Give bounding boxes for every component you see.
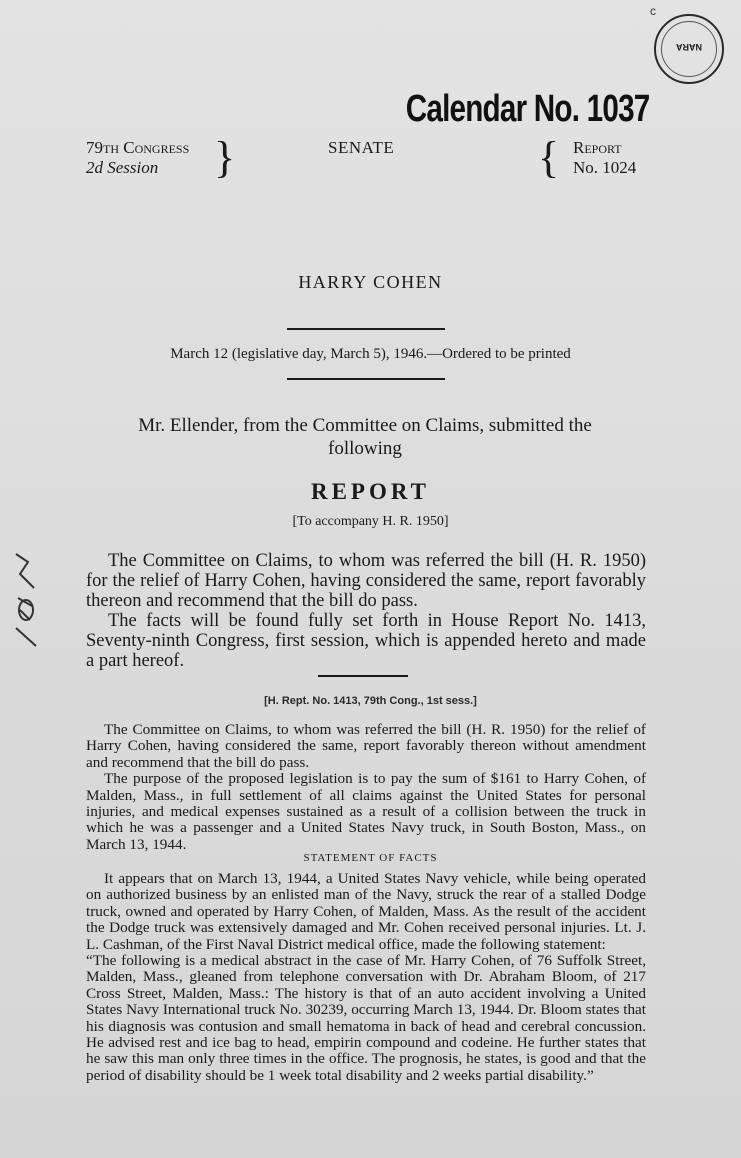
document-title: HARRY COHEN [298, 272, 443, 292]
left-brace: } [214, 133, 236, 182]
library-stamp [654, 14, 724, 84]
intro-text [86, 551, 646, 671]
accompany-note: [To accompany H. R. 1950] [292, 514, 449, 529]
house-report-text [86, 722, 646, 853]
report-number-block [573, 138, 636, 178]
report-number: No. 1024 [573, 158, 637, 177]
report-heading: REPORT [310, 479, 431, 504]
house-report-reference: [H. Rept. No. 1413, 79th Cong., 1st sess.] [264, 695, 477, 707]
rule-2 [287, 378, 445, 380]
submitted-by: Mr. Ellender, from the Committee on Claims, submitted the following [138, 415, 592, 459]
congress-block [86, 138, 189, 178]
handwritten-margin-note [6, 548, 46, 648]
house-paragraph: The purpose of the proposed legislation is to pay the sum of $161 to Harry Cohen, of Malden, Mass., in full settlement of all claims against the United States for personal injuries, and medical expenses sustained as a result of a collision between the truck in which he was a passenger and a United States Navy truck, in South Boston, Mass., on March 13, 1944. [86, 770, 646, 853]
report-label: Report [573, 138, 622, 157]
facts-paragraph: “The following is a medical abstract in the case of Mr. Harry Cohen, of 76 Suffolk Street, Malden, Mass., gleaned from telephone conversation with Dr. Abraham Bloom, of 217 Cross Street, Malden, Mass.: The history is that of an auto accident involving a United States Navy International truck No. 30239, occurring March 13, 1944. Dr. Bloom states that his diagnosis was contusion and small hematoma in back of head and cerebral concussion. He advised rest and ice bag to head, empirin compound and codeine. He further states that he saw this man only three times in the office. The prognosis, he states, is good and that the period of disability should be 1 week total disability and 2 weeks partial disability.” [86, 952, 646, 1084]
calendar-number: Calendar No. 1037 [405, 88, 649, 130]
rule-1 [287, 328, 445, 330]
rule-3 [318, 675, 408, 677]
facts-text [86, 871, 646, 1084]
house-paragraph: The Committee on Claims, to whom was referred the bill (H. R. 1950) for the relief of Harry Cohen, having considered the same, report favorably thereon without amendment and recommend that the bill do pass. [86, 721, 646, 771]
chamber-label: SENATE [328, 138, 395, 157]
session-label: 2d Session [86, 158, 159, 177]
intro-paragraph: The facts will be found fully set forth in House Report No. 1413, Seventy-ninth Congress, first session, which is appended hereto and made a part hereof. [86, 611, 646, 671]
intro-paragraph: The Committee on Claims, to whom was referred the bill (H. R. 1950) for the relief of Harry Cohen, having considered the same, report favorably thereon and recommend that the bill do pass. [86, 551, 646, 611]
congress-label: 79th Congress [86, 138, 190, 157]
date-line: March 12 (legislative day, March 5), 1946.—Ordered to be printed [170, 346, 571, 362]
corner-handwritten-mark: c [650, 4, 656, 18]
facts-heading: STATEMENT OF FACTS [303, 852, 438, 864]
right-brace: { [538, 133, 560, 182]
facts-paragraph: It appears that on March 13, 1944, a United States Navy vehicle, while being operated on authorized business by an enlisted man of the Navy, struck the rear of a stalled Dodge truck, owned and operated by Harry Cohen, of Malden, Mass. As the result of the accident the Dodge truck was extensively damaged and Mr. Cohen received personal injuries. Lt. J. L. Cashman, of the First Naval District medical office, made the following statement: [86, 870, 646, 953]
stamp-center-text: NARA [676, 42, 702, 52]
